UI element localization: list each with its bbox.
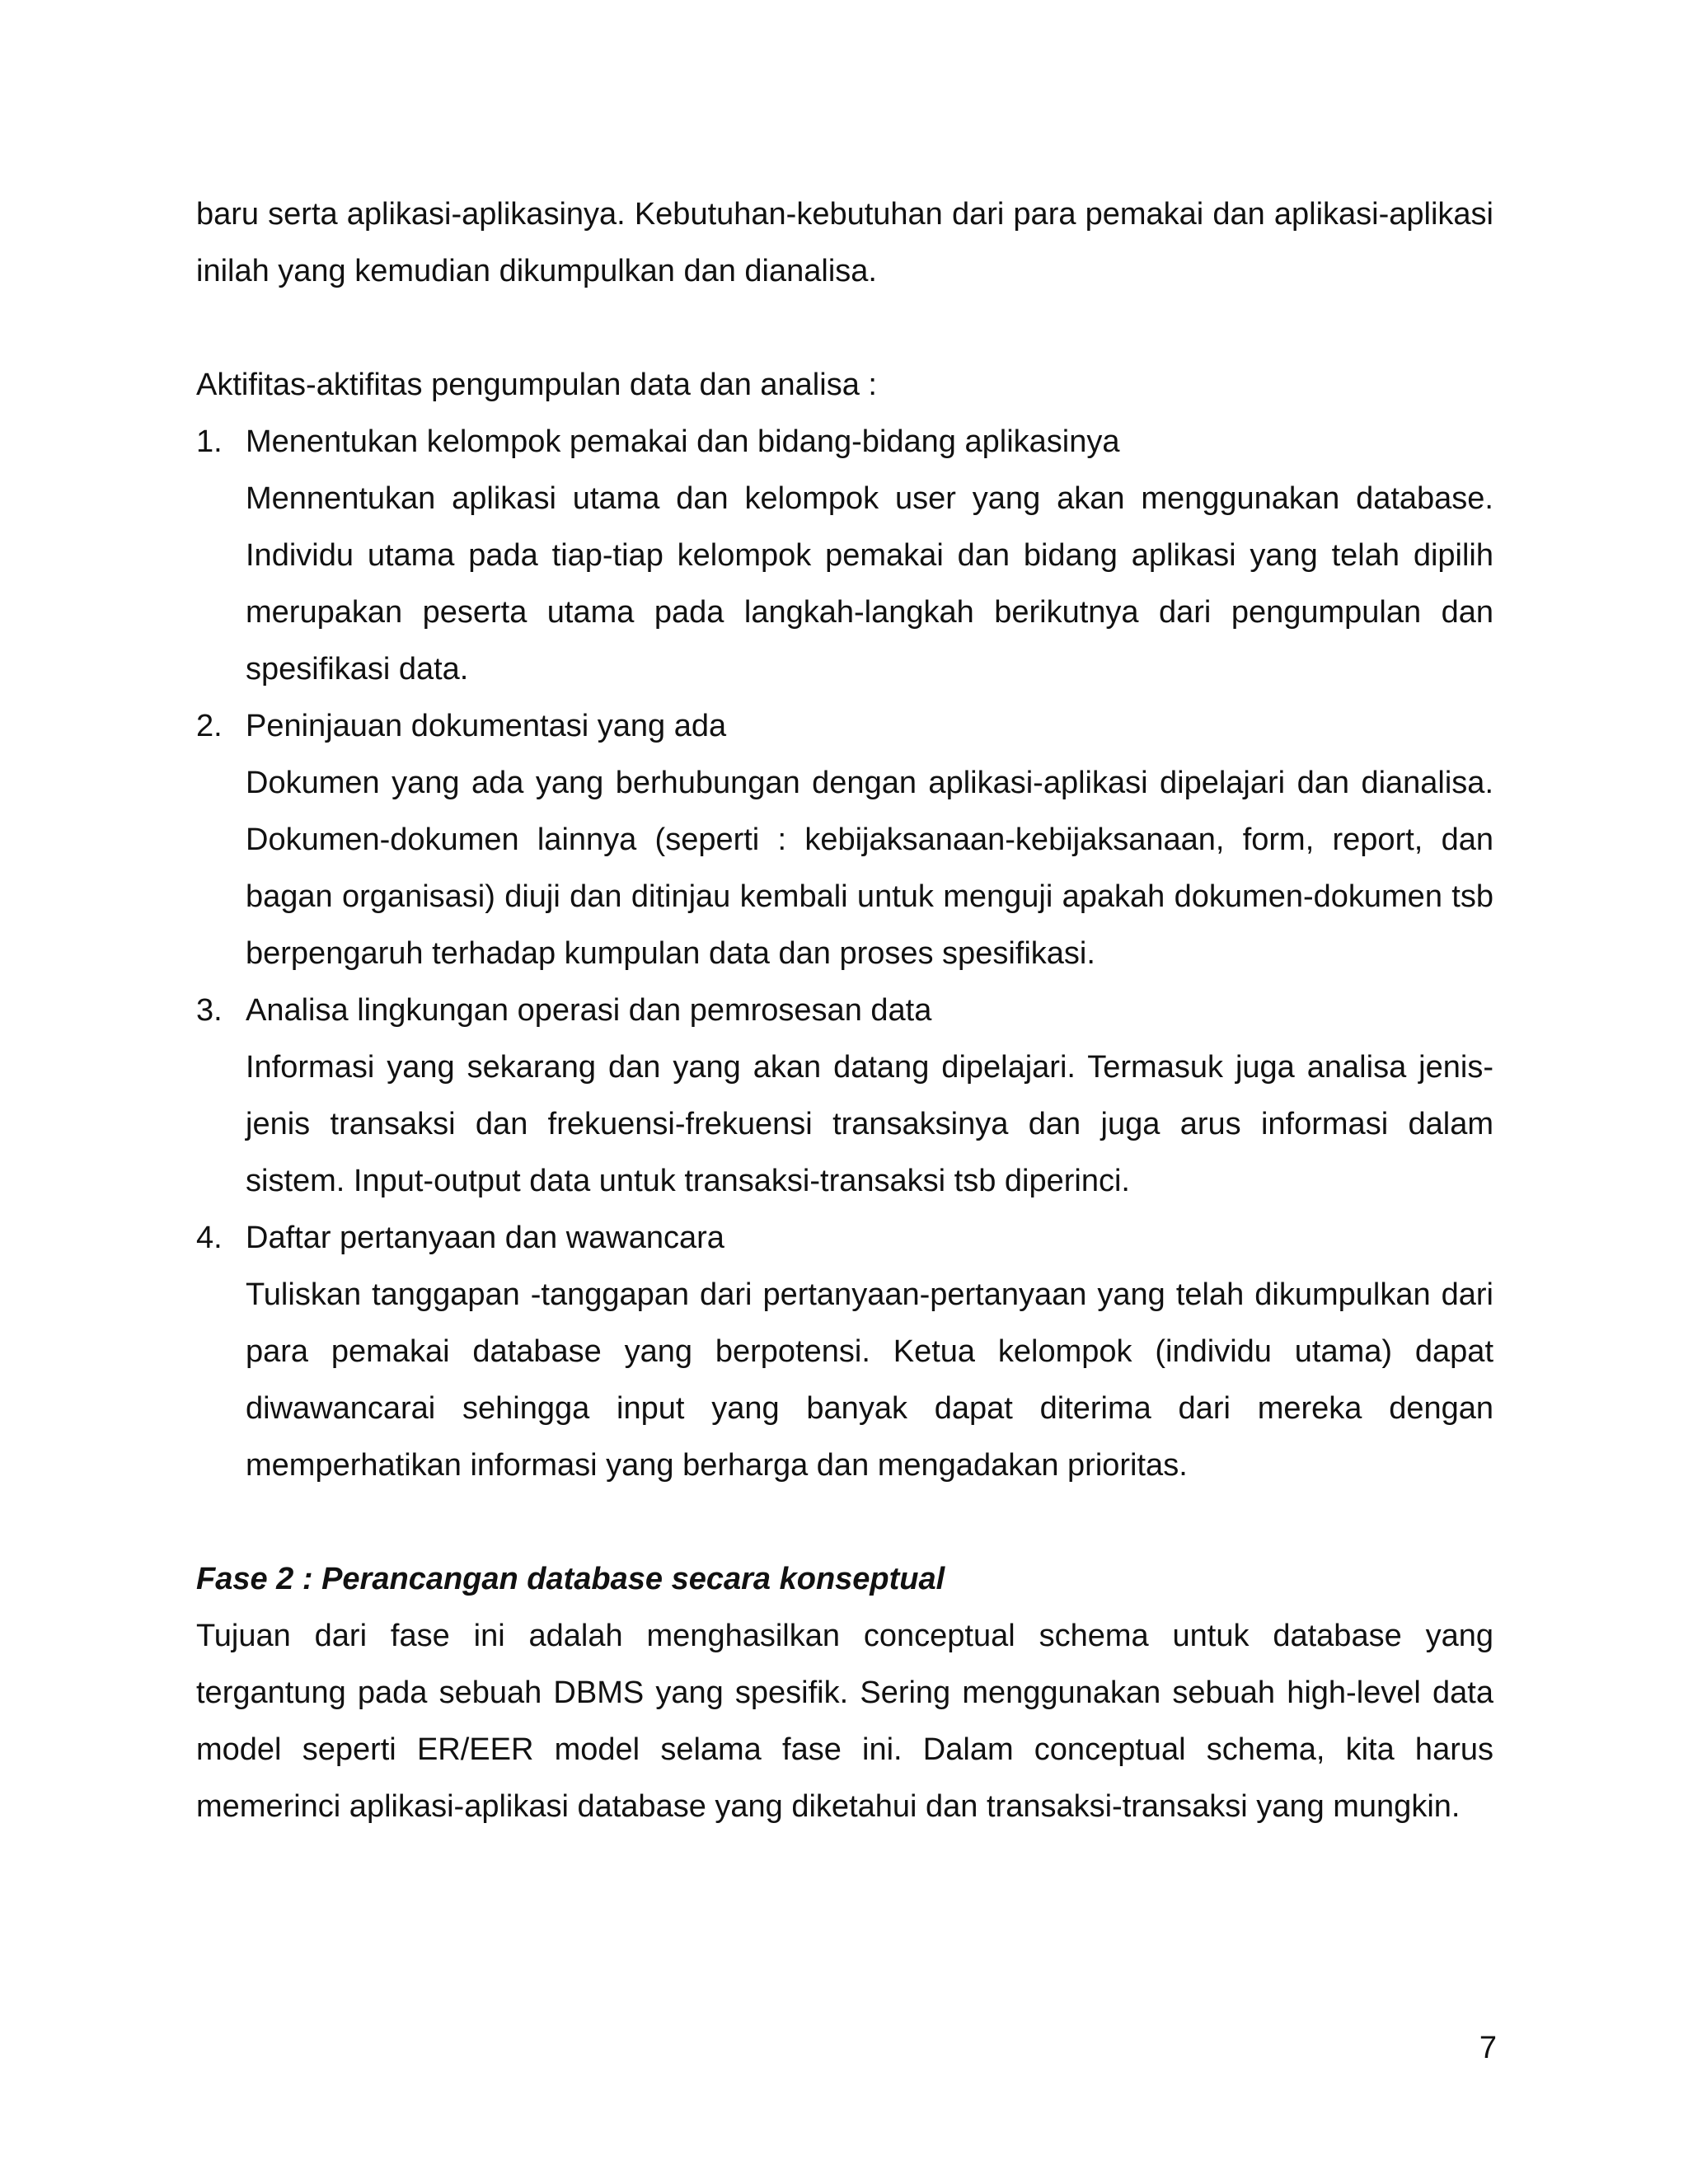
list-item-description: Tuliskan tanggapan -tanggapan dari pertanyaan-pertanyaan yang telah dikumpulkan dari para pemakai database yang berpotensi. Ketua kelompok (individu utama) dapat diwawancarai sehingga input yang banyak dapat diterima dari mereka dengan memperhatikan informasi yang berharga dan mengadakan prioritas. [246,1277,1493,1483]
page-number: 7 [1479,2031,1497,2065]
list-item-description: Informasi yang sekarang dan yang akan datang dipelajari. Termasuk juga analisa jenis-jenis transaksi dan frekuensi-frekuensi transaksinya dan juga arus informasi dalam sistem. Input-output data untuk transaksi-transaksi tsb diperinci. [246,1050,1493,1198]
list-item [196,1210,1493,1494]
list-item-description: Dokumen yang ada yang berhubungan dengan aplikasi-aplikasi dipelajari dan dianalisa. Dokumen-dokumen lainnya (seperti : kebijaksanaan-kebijaksanaan, form, report, dan bagan organisasi) diuji dan ditinjau kembali untuk menguji apakah dokumen-dokumen tsb berpengaruh terhadap kumpulan data dan proses spesifikasi. [246,766,1493,971]
list-item-number: 3. [196,993,223,1028]
intro-paragraph: baru serta aplikasi-aplikasinya. Kebutuhan-kebutuhan dari para pemakai dan aplikasi-aplikasi inilah yang kemudian dikumpulkan dan dianalisa. [196,197,1493,288]
list-item [196,698,1493,982]
list-item [196,982,1493,1210]
list-item-title: Analisa lingkungan operasi dan pemrosesan data [246,993,932,1028]
spacer [196,1494,1493,1551]
list-item-number: 1. [196,424,223,459]
list-item-number: 2. [196,709,223,743]
list-item-title: Daftar pertanyaan dan wawancara [246,1221,724,1255]
page-content [196,186,1493,1835]
list-item-title: Peninjauan dokumentasi yang ada [246,709,727,743]
spacer [196,300,1493,357]
list-item-title: Menentukan kelompok pemakai dan bidang-bidang aplikasinya [246,424,1120,459]
activities-heading: Aktifitas-aktifitas pengumpulan data dan analisa : [196,368,877,402]
section-heading: Fase 2 : Perancangan database secara konseptual [196,1562,945,1596]
list-item-number: 4. [196,1221,223,1255]
list-item-description: Mennentukan aplikasi utama dan kelompok user yang akan menggunakan database. Individu utama pada tiap-tiap kelompok pemakai dan bidang aplikasi yang telah dipilih merupakan peserta utama pada langkah-langkah berikutnya dari pengumpulan dan spesifikasi data. [246,481,1493,687]
section-paragraph: Tujuan dari fase ini adalah menghasilkan conceptual schema untuk database yang tergantung pada sebuah DBMS yang spesifik. Sering menggunakan sebuah high-level data model seperti ER/EER model selama fase ini. Dalam conceptual schema, kita harus memerinci aplikasi-aplikasi database yang diketahui dan transaksi-transaksi yang mungkin. [196,1619,1493,1824]
list-item [196,414,1493,698]
activities-list [196,414,1493,1494]
